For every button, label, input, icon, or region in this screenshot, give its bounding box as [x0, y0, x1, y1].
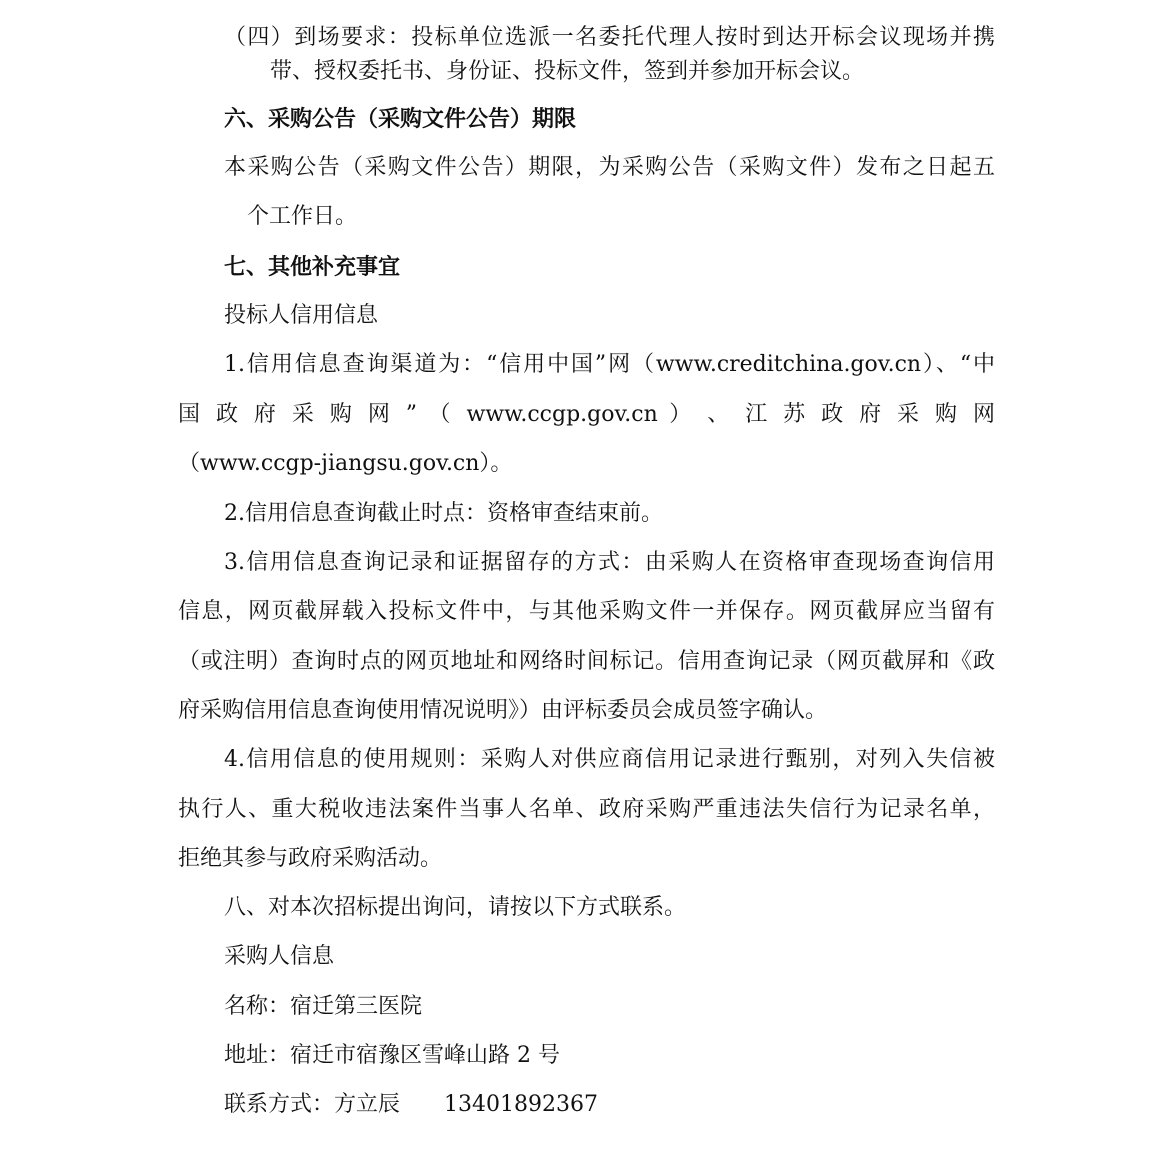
credit-item-1-line-1: 1.信用信息查询渠道为：“信用中国”网（www.creditchina.gov.cn）、“中 [224, 352, 995, 377]
credit-item-3-line-3: （或注明）查询时点的网页地址和网络时间标记。信用查询记录（网页截屏和《政 [178, 649, 995, 674]
purchaser-name: 名称：宿迁第三医院 [224, 994, 423, 1019]
credit-item-4-line-3: 拒绝其参与政府采购活动。 [178, 846, 443, 871]
credit-item-2: 2.信用信息查询截止时点：资格审查结束前。 [224, 501, 663, 526]
attendance-requirement-line-1: （四）到场要求：投标单位选派一名委托代理人按时到达开标会议现场并携 [224, 25, 995, 50]
attendance-requirement-line-2: 带、授权委托书、身份证、投标文件，签到并参加开标会议。 [270, 59, 865, 84]
credit-item-1-line-3: （www.ccgp-jiangsu.gov.cn）。 [178, 451, 513, 476]
credit-item-4-line-2: 执行人、重大税收违法案件当事人名单、政府采购严重违法失信行为记录名单， [178, 797, 995, 822]
section-heading-8: 八、对本次招标提出询问，请按以下方式联系。 [224, 895, 687, 920]
section-heading-6: 六、采购公告（采购文件公告）期限 [224, 106, 577, 132]
credit-item-3-line-2: 信息，网页截屏载入投标文件中，与其他采购文件一并保存。网页截屏应当留有 [178, 599, 995, 624]
notice-period-line-1: 本采购公告（采购文件公告）期限，为采购公告（采购文件）发布之日起五 [224, 155, 995, 180]
credit-item-1-line-2: 国 政 府 采 购 网 ” （ www.ccgp.gov.cn ） 、 江 苏 政 府 采 购 网 [178, 402, 995, 427]
notice-period-line-2: 个工作日。 [247, 204, 358, 229]
credit-item-3-line-1: 3.信用信息查询记录和证据留存的方式：由采购人在资格审查现场查询信用 [224, 550, 995, 575]
purchaser-info-heading: 采购人信息 [224, 944, 335, 969]
credit-item-3-line-4: 府采购信用信息查询使用情况说明》）由评标委员会成员签字确认。 [178, 698, 828, 723]
purchaser-address: 地址：宿迁市宿豫区雪峰山路 2 号 [224, 1043, 560, 1068]
section-heading-7: 七、其他补充事宜 [224, 254, 401, 280]
credit-item-4-line-1: 4.信用信息的使用规则：采购人对供应商信用记录进行甄别，对列入失信被 [224, 747, 995, 772]
credit-info-heading: 投标人信用信息 [224, 303, 379, 328]
purchaser-contact: 联系方式：方立辰 13401892367 [224, 1092, 598, 1117]
